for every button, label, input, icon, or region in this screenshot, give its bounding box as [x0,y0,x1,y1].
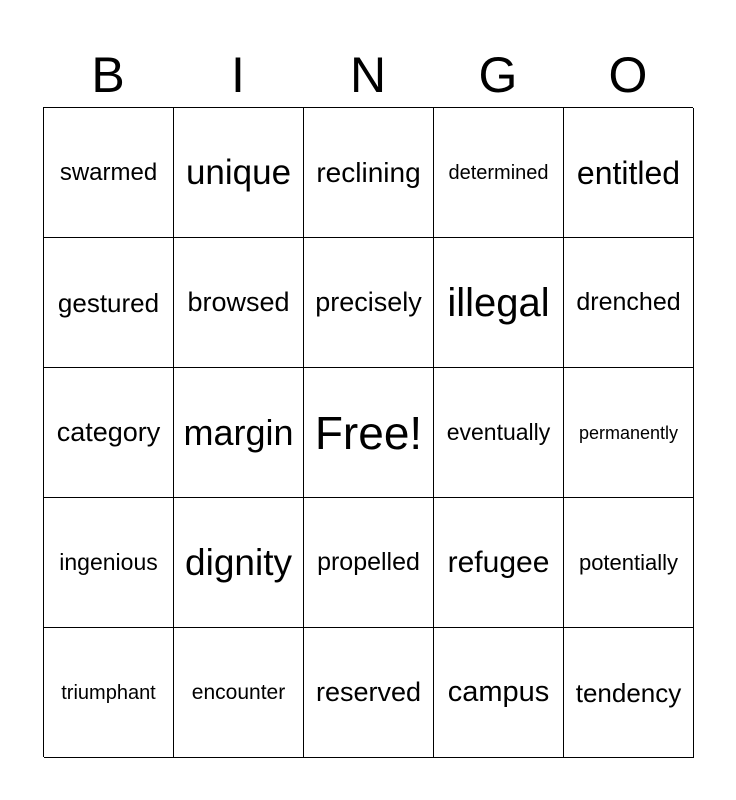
bingo-cell[interactable]: entitled [564,108,694,238]
bingo-cell[interactable]: triumphant [44,628,174,758]
bingo-cell[interactable]: permanently [564,368,694,498]
bingo-cell[interactable]: reserved [304,628,434,758]
free-space-cell[interactable]: Free! [304,368,434,498]
bingo-cell[interactable]: drenched [564,238,694,368]
bingo-cell[interactable]: reclining [304,108,434,238]
bingo-cell[interactable]: gestured [44,238,174,368]
bingo-cell[interactable]: campus [434,628,564,758]
bingo-cell[interactable]: refugee [434,498,564,628]
bingo-cell[interactable]: margin [174,368,304,498]
header-letter-b: B [91,47,125,103]
bingo-cell[interactable]: unique [174,108,304,238]
header-letter-n: N [349,47,387,103]
bingo-cell[interactable]: dignity [174,498,304,628]
bingo-cell[interactable]: potentially [564,498,694,628]
bingo-cell[interactable]: swarmed [44,108,174,238]
header-letter-o: O [608,47,648,103]
bingo-cell[interactable]: tendency [564,628,694,758]
bingo-cell[interactable]: ingenious [44,498,174,628]
bingo-cell[interactable]: determined [434,108,564,238]
header-letter-g: G [478,47,518,103]
bingo-cell[interactable]: precisely [304,238,434,368]
bingo-cell[interactable]: browsed [174,238,304,368]
bingo-cell[interactable]: illegal [434,238,564,368]
bingo-cell[interactable]: eventually [434,368,564,498]
bingo-cell[interactable]: encounter [174,628,304,758]
bingo-cell[interactable]: category [44,368,174,498]
bingo-header [43,42,693,108]
bingo-cell[interactable]: propelled [304,498,434,628]
header-letter-i: I [231,47,245,103]
bingo-board [43,107,693,757]
